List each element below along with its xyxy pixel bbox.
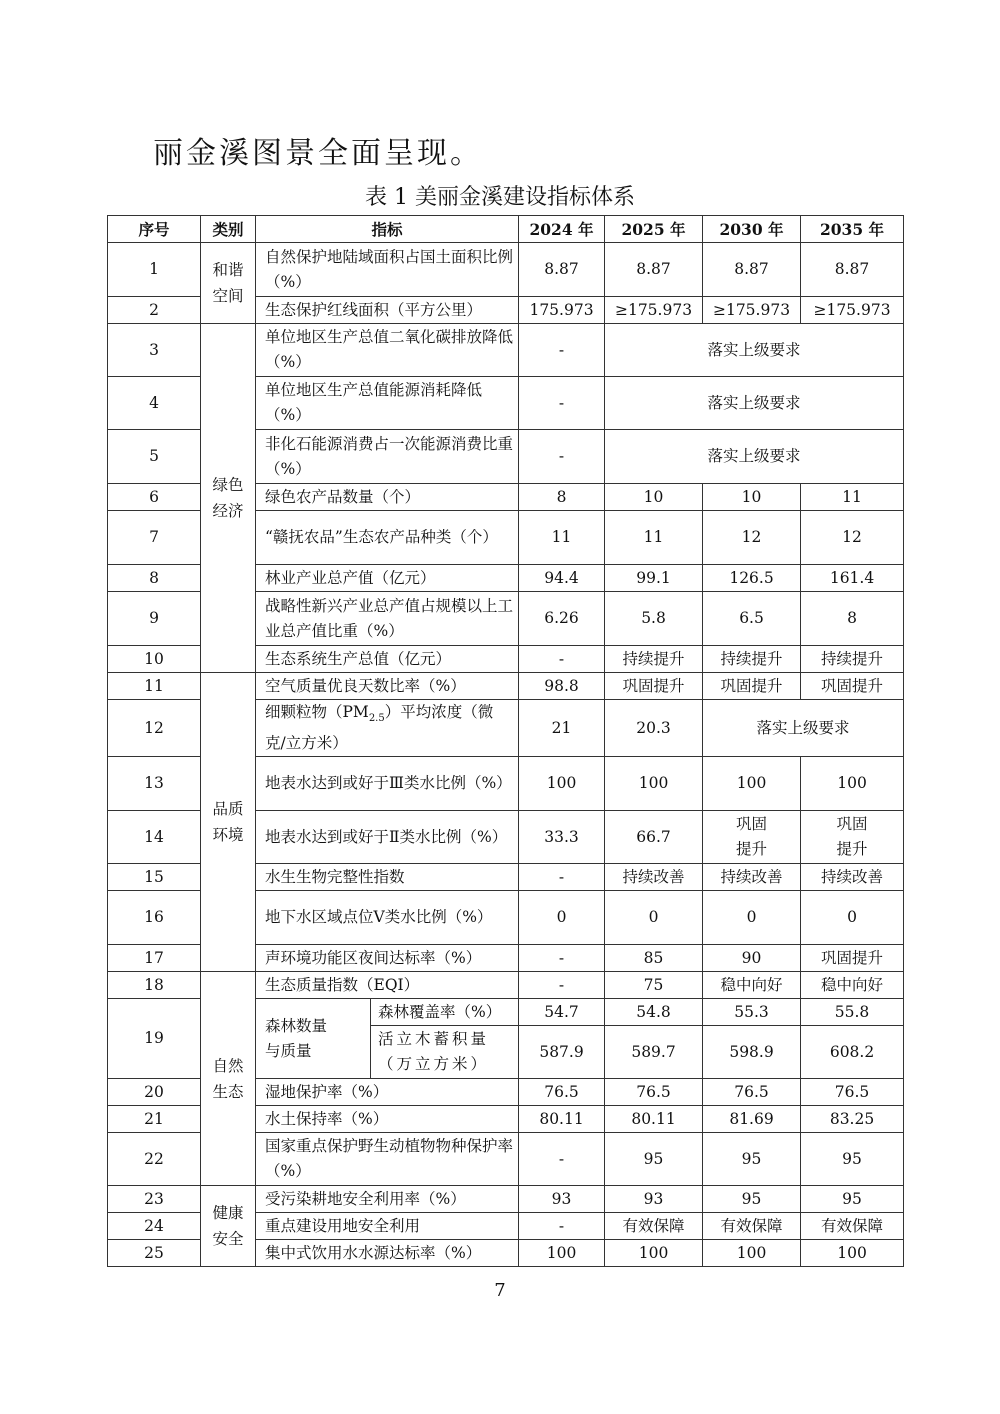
page-number: 7	[494, 1280, 506, 1301]
value-2024: 11	[519, 511, 605, 565]
value-2035: 100	[801, 1240, 904, 1267]
value-2024: 80.11	[519, 1106, 605, 1133]
row-number: 15	[108, 864, 201, 891]
value-2035: 持续提升	[801, 646, 904, 673]
indicator-name: 生态质量指数（EQI）	[256, 972, 519, 999]
value-2030: 81.69	[703, 1106, 801, 1133]
category-cell: 自然生态	[201, 972, 256, 1186]
value-2025: 有效保障	[605, 1213, 703, 1240]
value-2024: -	[519, 1133, 605, 1186]
row-number: 20	[108, 1079, 201, 1106]
value-2025: 93	[605, 1186, 703, 1213]
value-2024: -	[519, 1213, 605, 1240]
value-2030: 0	[703, 891, 801, 945]
sub-indicator-name: 活立木蓄积量（万立方米）	[371, 1026, 519, 1079]
value-2025: 66.7	[605, 811, 703, 864]
indicator-name: 生态系统生产总值（亿元）	[256, 646, 519, 673]
header-2035: 2035 年	[801, 216, 904, 243]
value-2035: 100	[801, 757, 904, 811]
table-row	[108, 972, 904, 999]
indicator-name: 国家重点保护野生动植物物种保护率（%）	[256, 1133, 519, 1186]
row-number: 10	[108, 646, 201, 673]
value-2030: 100	[703, 1240, 801, 1267]
value-2030: 126.5	[703, 565, 801, 592]
indicator-name: 地下水区域点位Ⅴ类水比例（%）	[256, 891, 519, 945]
indicator-name: 集中式饮用水水源达标率（%）	[256, 1240, 519, 1267]
value-2030: 76.5	[703, 1079, 801, 1106]
value-2024: 0	[519, 891, 605, 945]
value-2025: 巩固提升	[605, 673, 703, 700]
value-2025: 持续提升	[605, 646, 703, 673]
value-2024: 76.5	[519, 1079, 605, 1106]
row-number: 2	[108, 297, 201, 324]
value-2024: -	[519, 945, 605, 972]
value-2030: 6.5	[703, 592, 801, 646]
value-2025: 54.8	[605, 999, 703, 1026]
value-2035: ≥175.973	[801, 297, 904, 324]
value-2025: 95	[605, 1133, 703, 1186]
row-number: 24	[108, 1213, 201, 1240]
table-row	[108, 324, 904, 377]
indicator-name: 地表水达到或好于Ⅲ类水比例（%）	[256, 757, 519, 811]
indicator-name: 战略性新兴产业总产值占规模以上工业总产值比重（%）	[256, 592, 519, 646]
row-number: 16	[108, 891, 201, 945]
header-indicator: 指标	[256, 216, 519, 243]
value-2024: 98.8	[519, 673, 605, 700]
header-2030: 2030 年	[703, 216, 801, 243]
value-2025: 20.3	[605, 700, 703, 757]
value-2030: 有效保障	[703, 1213, 801, 1240]
category-cell: 健康安全	[201, 1186, 256, 1267]
value-2024: -	[519, 430, 605, 484]
value-2030: 55.3	[703, 999, 801, 1026]
indicator-name: 受污染耕地安全利用率（%）	[256, 1186, 519, 1213]
value-2030: 稳中向好	[703, 972, 801, 999]
value-2024: 54.7	[519, 999, 605, 1026]
value-2024: 100	[519, 757, 605, 811]
indicator-name: 非化石能源消费占一次能源消费比重（%）	[256, 430, 519, 484]
row-number: 5	[108, 430, 201, 484]
value-2030: 巩固提升	[703, 673, 801, 700]
value-2025-2035: 落实上级要求	[605, 324, 904, 377]
row-number: 18	[108, 972, 201, 999]
value-2035: 11	[801, 484, 904, 511]
value-2025: 76.5	[605, 1079, 703, 1106]
indicator-name: 空气质量优良天数比率（%）	[256, 673, 519, 700]
indicator-name: “赣抚农品”生态农产品种类（个）	[256, 511, 519, 565]
value-2035: 巩固提升	[801, 945, 904, 972]
value-2035: 608.2	[801, 1026, 904, 1079]
value-2030: 巩固提升	[703, 811, 801, 864]
indicator-subscript: 2.5	[368, 713, 385, 725]
table-caption: 表 1 美丽金溪建设指标体系	[365, 185, 635, 210]
value-2025: 0	[605, 891, 703, 945]
row-number: 3	[108, 324, 201, 377]
row-number: 1	[108, 243, 201, 297]
value-2024: 33.3	[519, 811, 605, 864]
value-2025: 100	[605, 757, 703, 811]
indicator-name	[256, 700, 519, 757]
value-2024: 93	[519, 1186, 605, 1213]
indicator-name: 单位地区生产总值能源消耗降低（%）	[256, 377, 519, 430]
indicator-name: 森林数量与质量	[256, 999, 371, 1079]
table-row	[108, 673, 904, 700]
category-cell: 品质环境	[201, 673, 256, 972]
row-number: 22	[108, 1133, 201, 1186]
indicator-name: 水土保持率（%）	[256, 1106, 519, 1133]
value-2025: 11	[605, 511, 703, 565]
header-2024: 2024 年	[519, 216, 605, 243]
value-2035: 161.4	[801, 565, 904, 592]
value-2024: -	[519, 864, 605, 891]
value-2025: 99.1	[605, 565, 703, 592]
value-2025: 10	[605, 484, 703, 511]
value-2035: 持续改善	[801, 864, 904, 891]
value-2035: 76.5	[801, 1079, 904, 1106]
row-number: 7	[108, 511, 201, 565]
value-2030: 100	[703, 757, 801, 811]
indicator-name: 生态保护红线面积（平方公里）	[256, 297, 519, 324]
value-2024: 8.87	[519, 243, 605, 297]
value-2035: 巩固提升	[801, 673, 904, 700]
table-row	[108, 1186, 904, 1213]
value-2035: 55.8	[801, 999, 904, 1026]
value-2024: -	[519, 377, 605, 430]
value-2030: 598.9	[703, 1026, 801, 1079]
value-2030: 95	[703, 1186, 801, 1213]
value-2035: 巩固提升	[801, 811, 904, 864]
indicator-name: 单位地区生产总值二氧化碳排放降低（%）	[256, 324, 519, 377]
value-2024: 8	[519, 484, 605, 511]
row-number: 9	[108, 592, 201, 646]
value-2025: 75	[605, 972, 703, 999]
value-2030: 12	[703, 511, 801, 565]
value-2025: 100	[605, 1240, 703, 1267]
value-2035: 95	[801, 1133, 904, 1186]
indicator-text-a: 细颗粒物（PM	[265, 703, 369, 721]
indicator-name: 绿色农产品数量（个）	[256, 484, 519, 511]
value-2025-2035: 落实上级要求	[605, 377, 904, 430]
header-row	[108, 216, 904, 243]
value-2025: 持续改善	[605, 864, 703, 891]
row-number: 8	[108, 565, 201, 592]
row-number: 14	[108, 811, 201, 864]
value-2024: -	[519, 972, 605, 999]
indicator-name: 林业产业总产值（亿元）	[256, 565, 519, 592]
value-2024: -	[519, 324, 605, 377]
row-number: 25	[108, 1240, 201, 1267]
table-row	[108, 243, 904, 297]
indicator-name: 水生生物完整性指数	[256, 864, 519, 891]
value-2024: 587.9	[519, 1026, 605, 1079]
value-2024: -	[519, 646, 605, 673]
value-2030: 8.87	[703, 243, 801, 297]
row-number: 21	[108, 1106, 201, 1133]
indicator-name: 自然保护地陆域面积占国土面积比例（%）	[256, 243, 519, 297]
value-2024: 6.26	[519, 592, 605, 646]
value-2035: 8.87	[801, 243, 904, 297]
row-number: 13	[108, 757, 201, 811]
row-number: 6	[108, 484, 201, 511]
value-2035: 0	[801, 891, 904, 945]
indicator-name: 声环境功能区夜间达标率（%）	[256, 945, 519, 972]
value-2025: ≥175.973	[605, 297, 703, 324]
indicator-text-b: ）平均浓度（微克/立方米）	[265, 703, 494, 753]
value-2025-2035: 落实上级要求	[605, 430, 904, 484]
value-2025: 85	[605, 945, 703, 972]
value-2025: 589.7	[605, 1026, 703, 1079]
value-2024: 94.4	[519, 565, 605, 592]
value-2035: 8	[801, 592, 904, 646]
value-2030: 10	[703, 484, 801, 511]
value-2024: 100	[519, 1240, 605, 1267]
value-2035: 83.25	[801, 1106, 904, 1133]
indicator-table	[107, 215, 904, 1267]
value-2035: 有效保障	[801, 1213, 904, 1240]
lead-text: 丽金溪图景全面呈现。	[153, 136, 483, 171]
value-2030: 持续提升	[703, 646, 801, 673]
value-2025: 80.11	[605, 1106, 703, 1133]
value-2024: 21	[519, 700, 605, 757]
indicator-name: 湿地保护率（%）	[256, 1079, 519, 1106]
row-number: 17	[108, 945, 201, 972]
sub-indicator-name: 森林覆盖率（%）	[371, 999, 519, 1026]
value-2035: 12	[801, 511, 904, 565]
value-2030: 90	[703, 945, 801, 972]
header-no: 序号	[108, 216, 201, 243]
value-2025: 8.87	[605, 243, 703, 297]
value-2030: 持续改善	[703, 864, 801, 891]
row-number: 23	[108, 1186, 201, 1213]
value-2030: 95	[703, 1133, 801, 1186]
header-category: 类别	[201, 216, 256, 243]
header-2025: 2025 年	[605, 216, 703, 243]
value-2035: 95	[801, 1186, 904, 1213]
value-2030-2035: 落实上级要求	[703, 700, 904, 757]
value-2025: 5.8	[605, 592, 703, 646]
row-number: 4	[108, 377, 201, 430]
row-number: 19	[108, 999, 201, 1079]
row-number: 12	[108, 700, 201, 757]
indicator-name: 地表水达到或好于Ⅱ类水比例（%）	[256, 811, 519, 864]
value-2024: 175.973	[519, 297, 605, 324]
value-2035: 稳中向好	[801, 972, 904, 999]
value-2030: ≥175.973	[703, 297, 801, 324]
indicator-name: 重点建设用地安全利用	[256, 1213, 519, 1240]
row-number: 11	[108, 673, 201, 700]
category-cell: 和谐空间	[201, 243, 256, 324]
category-cell: 绿色经济	[201, 324, 256, 673]
